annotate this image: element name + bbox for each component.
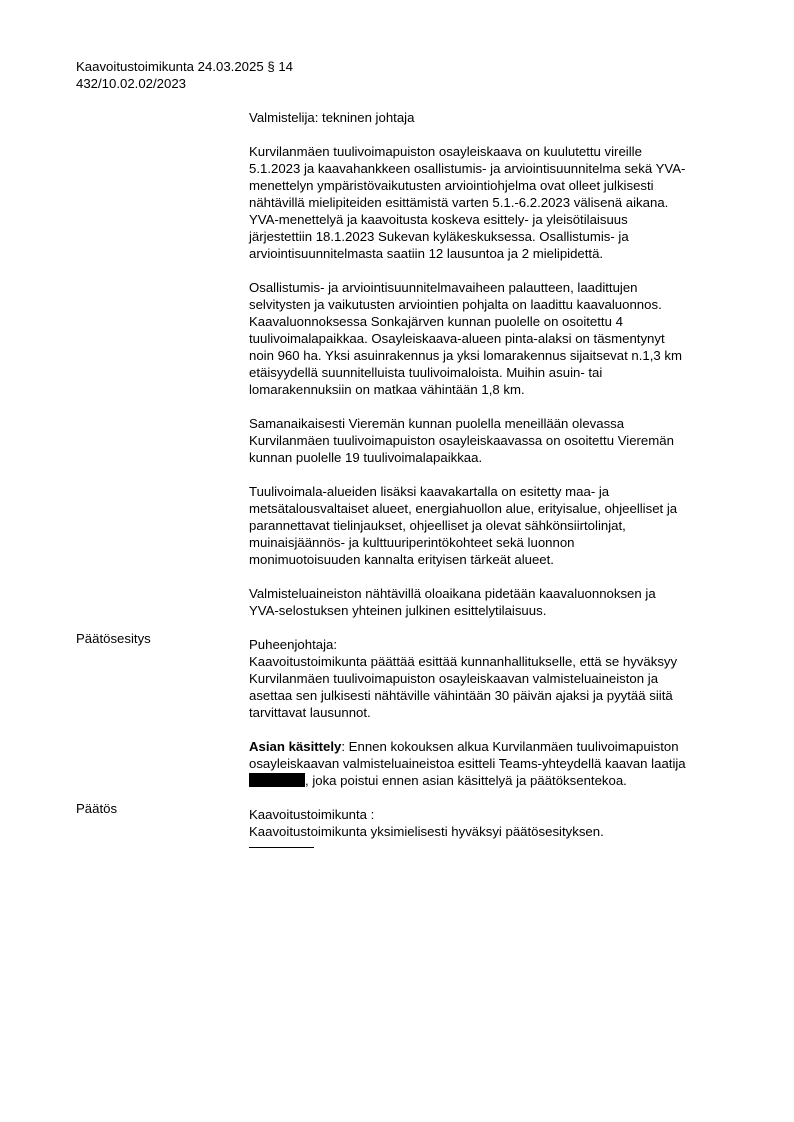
text-line: YVA-selostuksen yhteinen julkinen esittelytilaisuus.: [249, 603, 547, 618]
handling-text: : Ennen kokouksen alkua Kurvilanmäen tuulivoimapuiston: [341, 739, 679, 754]
text-line: YVA-menettelyä ja kaavoitusta koskeva esittely- ja yleisötilaisuus: [249, 212, 628, 227]
text-line: Valmisteluaineiston nähtävillä oloaikana pidetään kaavaluonnoksen ja: [249, 586, 656, 601]
text-line: Kurvilanmäen tuulivoimapuiston osayleiskaava on kuulutettu vireille: [249, 144, 642, 159]
text-line: 5.1.2023 ja kaavahankkeen osallistumis- ja arviointisuunnitelma sekä YVA-: [249, 161, 686, 176]
text-line: Samanaikaisesti Vieremän kunnan puolella meneillään olevassa: [249, 416, 625, 431]
text-line: muinaisjäännös- ja kulttuuriperintökohteet sekä luonnon: [249, 535, 575, 550]
paragraph-3: [249, 415, 739, 466]
preparer-line: Valmistelija: tekninen johtaja: [249, 110, 415, 125]
text-line: tarvittavat lausunnot.: [249, 705, 371, 720]
paragraph-1: [249, 143, 739, 262]
decision-body: Kaavoitustoimikunta :: [249, 807, 375, 822]
paragraph-4: [249, 483, 739, 568]
case-number: 432/10.02.02/2023: [76, 76, 187, 91]
text-line: Kurvilanmäen tuulivoimapuiston osayleiskaavassa on osoitettu Vieremän: [249, 433, 674, 448]
text-line: noin 960 ha. Yksi asuinrakennus ja yksi lomarakennus sijaitsevat n.1,3 km: [249, 348, 682, 363]
text-line: parannettavat tielinjaukset, ohjeelliset ja olevat sähkönsiirtolinjat,: [249, 518, 626, 533]
text-line: monimuotoisuuden kannalta erityisen tärkeät alueet.: [249, 552, 554, 567]
text-line: Kurvilanmäen tuulivoimapuiston osayleiskaavan valmisteluaineiston ja: [249, 671, 659, 686]
text-line: selvitysten ja vaikutusten arviointien pohjalta on laadittu kaavaluonnos.: [249, 297, 662, 312]
proposal-label: Päätösesitys: [76, 631, 151, 646]
handling-text: , joka poistui ennen asian käsittelyä ja päätöksentekoa.: [305, 773, 627, 788]
text-line: nähtävillä mielipiteiden esittämistä varten 5.1.-6.2.2023 välisenä aikana.: [249, 195, 669, 210]
decision-text: Kaavoitustoimikunta yksimielisesti hyväksyi päätösesityksen.: [249, 824, 604, 839]
text-line: Kaavoitustoimikunta päättää esittää kunnanhallitukselle, että se hyväksyy: [249, 654, 678, 669]
text-line: Tuulivoimala-alueiden lisäksi kaavakartalla on esitetty maa- ja: [249, 484, 610, 499]
meeting-reference: Kaavoitustoimikunta 24.03.2025 § 14: [76, 59, 294, 74]
redacted-name: [249, 773, 305, 787]
document-header: [76, 58, 293, 92]
text-line: asettaa sen julkisesti nähtäville vähintään 30 päivän ajaksi ja pyytää siitä: [249, 688, 673, 703]
text-line: menettelyn ympäristövaikutusten arviointiohjelma ovat olleet julkisesti: [249, 178, 654, 193]
decision-label: Päätös: [76, 801, 118, 816]
proposal-speaker: Puheenjohtaja:: [249, 637, 337, 652]
proposal-section: [249, 636, 739, 721]
text-line: arviointisuunnitelmasta saatiin 12 lausuntoa ja 2 mielipidettä.: [249, 246, 604, 261]
document-body: [249, 109, 739, 840]
text-line: kunnan puolelle 19 tuulivoimalapaikkaa.: [249, 450, 483, 465]
text-line: Kaavaluonnoksessa Sonkajärven kunnan puolelle on osoitettu 4: [249, 314, 623, 329]
text-line: tuulivoimalapaikkaa. Osayleiskaava-alueen pinta-alaksi on täsmentynyt: [249, 331, 665, 346]
text-line: etäisyydellä suunnitelluista tuulivoimaloista. Muihin asuin- tai: [249, 365, 603, 380]
decision-section: [249, 806, 739, 840]
paragraph-2: [249, 279, 739, 398]
text-line: metsätalousvaltaiset alueet, energiahuollon alue, erityisalue, ohjeelliset ja: [249, 501, 678, 516]
handling-section: [249, 738, 739, 789]
paragraph-5: [249, 585, 739, 619]
text-line: Osallistumis- ja arviointisuunnitelmavaiheen palautteen, laadittujen: [249, 280, 638, 295]
text-line: osayleiskaavan valmisteluaineistoa esitteli Teams-yhteydellä kaavan laatija: [249, 756, 686, 771]
handling-label: Asian käsittely: [249, 739, 342, 754]
end-divider: [249, 847, 314, 848]
text-line: lomarakennuksiin on matkaa vähintään 1,8 km.: [249, 382, 525, 397]
text-line: järjestettiin 18.1.2023 Sukevan kyläkeskuksessa. Osallistumis- ja: [249, 229, 629, 244]
